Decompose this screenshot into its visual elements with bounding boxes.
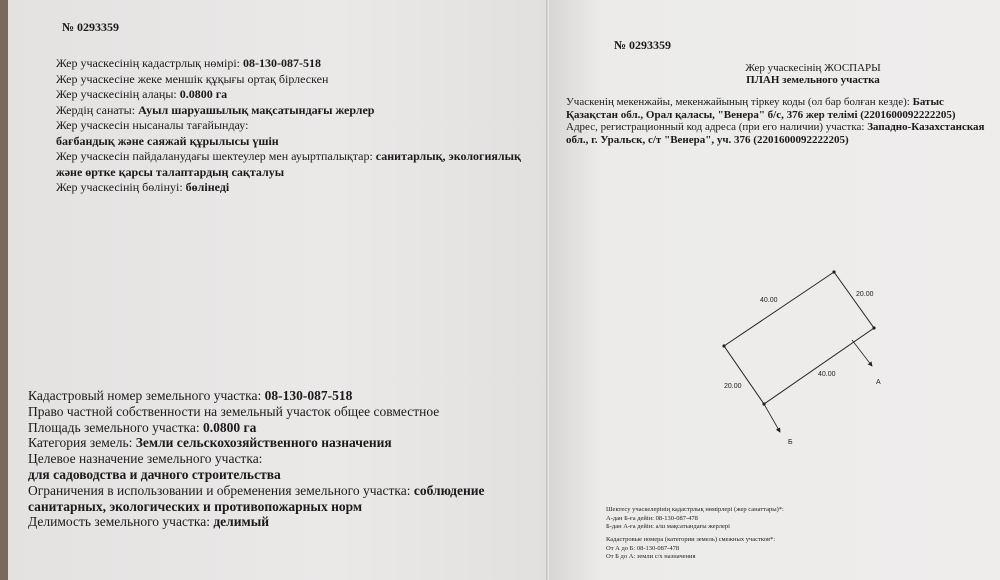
document-line (56, 118, 248, 132)
side-right-label: 20.00 (856, 291, 874, 298)
document-line: От Б до А: земли с/х назначения (606, 553, 696, 560)
line-value: бағбандық және саяжай құрылысы үшін (56, 133, 279, 148)
line-value: делимый (213, 514, 270, 530)
line-label: Учаскенің мекенжайы, мекенжайының тіркеу коды (ол бар болған кезде): (566, 96, 910, 108)
plan-title-ru: ПЛАН земельного участка (746, 74, 880, 86)
document-line (566, 109, 956, 122)
document-line (28, 451, 262, 467)
line-label: Делимость земельного участка: (28, 514, 210, 530)
document-line: Б-дан А-ға дейін: а/ш мақсатындағы жерлері (606, 523, 730, 530)
document-line (56, 56, 321, 70)
line-value: для садоводства и дачного строительства (28, 467, 281, 482)
line-value: 08-130-087-518 (243, 56, 322, 70)
line-value: обл., г. Уральск, с/т "Венера", уч. 376 (2201600092222205) (566, 133, 849, 146)
line-value: 0.0800 га (202, 419, 257, 435)
document-line: Кадастровые номера (категории земель) смежных участков*: (606, 536, 776, 543)
line-value: бөлінеді (185, 180, 230, 194)
document-line (28, 499, 362, 515)
land-plot-plan (700, 260, 900, 450)
line-label: Ограничения в использовании и обременения земельного участка: (28, 482, 411, 498)
document-line (566, 134, 849, 147)
document-line: От А до Б: 08-130-087-478 (606, 544, 680, 552)
document-line (56, 134, 279, 148)
document-line (56, 72, 328, 86)
line-value: Ауыл шаруашылық мақсатындағы жерлер (138, 102, 375, 117)
document-line (28, 514, 269, 530)
document-line (28, 404, 439, 420)
line-value: санитарлық, экологиялық (375, 149, 521, 163)
line-label: Жер учаскесін нысаналы тағайындау: (56, 118, 249, 132)
document-line (566, 121, 985, 134)
corner-point (832, 270, 835, 273)
line-value: Западно-Казахстанская (867, 121, 985, 133)
line-value: Земли сельскохозяйственного назначения (135, 435, 392, 451)
document-line (28, 435, 392, 451)
line-label: Целевое назначение земельного участка: (28, 451, 263, 467)
document-number: № 0293359 (62, 20, 120, 34)
document-line (28, 420, 256, 436)
document-line (56, 149, 521, 163)
line-value: Қазақстан обл., Орал қаласы, "Венера" б/с, 376 жер телімі (2201600092222205) (566, 108, 956, 121)
line-label: Площадь земельного участка: (28, 419, 200, 435)
line-label: Жер учаскесін пайдаланудағы шектеулер мен ауыртпалықтар: (56, 149, 373, 163)
line-label: Право частной собственности на земельный участок общее совместное (28, 403, 440, 419)
line-label: Жер учаскесінің кадастрлық нөмірі: (56, 56, 241, 70)
line-value: 0.0800 га (179, 87, 228, 101)
line-label: Жердің санаты: (56, 102, 136, 117)
line-label: Адрес, регистрационный код адреса (при его наличии) участка: (566, 121, 865, 133)
document-line (56, 165, 284, 179)
line-value: 08-130-087-518 (264, 388, 353, 403)
document-line (28, 467, 281, 483)
plan-title-kz: Жер учаскесінің ЖОСПАРЫ (745, 62, 881, 74)
side-bottom-label: 40.00 (818, 371, 836, 378)
side-left-label: 20.00 (724, 383, 742, 390)
plot-boundary (724, 272, 874, 404)
arrow-b (764, 404, 780, 432)
plan-document-number: № 0293359 (614, 38, 672, 52)
page-fold (546, 0, 549, 580)
side-top-label: 40.00 (760, 297, 778, 304)
line-label: Жер учаскесінің алаңы: (56, 87, 177, 101)
document-line: Шектесу учаскелерінің кадастрлық нөмірлері (жер санаттары)*: (606, 506, 784, 513)
line-value: санитарных, экологических и противопожарных норм (28, 498, 363, 514)
line-value: Батыс (912, 96, 944, 108)
document-line (566, 96, 944, 109)
line-label: Жер учаскесіне жеке меншік құқығы ортақ бірлескен (56, 71, 329, 86)
corner-point (722, 344, 725, 347)
arrow-a (852, 340, 872, 366)
line-value: және өртке қарсы талаптардың сақталуы (56, 164, 285, 179)
document-line (28, 483, 485, 499)
document-line (56, 87, 227, 101)
line-label: Категория земель: (28, 435, 133, 451)
line-label: Жер учаскесінің бөлінуі: (56, 180, 183, 194)
line-value: соблюдение (413, 482, 485, 498)
document-line (56, 103, 374, 117)
point-a-label: А (876, 379, 881, 386)
corner-point (872, 326, 875, 329)
document-line (28, 388, 352, 404)
point-b-label: Б (788, 439, 793, 446)
line-label: Кадастровый номер земельного участка: (28, 388, 262, 403)
document-line: А-дан Б-ға дейін: 08-130-087-478 (606, 514, 698, 522)
document-line (56, 180, 229, 194)
